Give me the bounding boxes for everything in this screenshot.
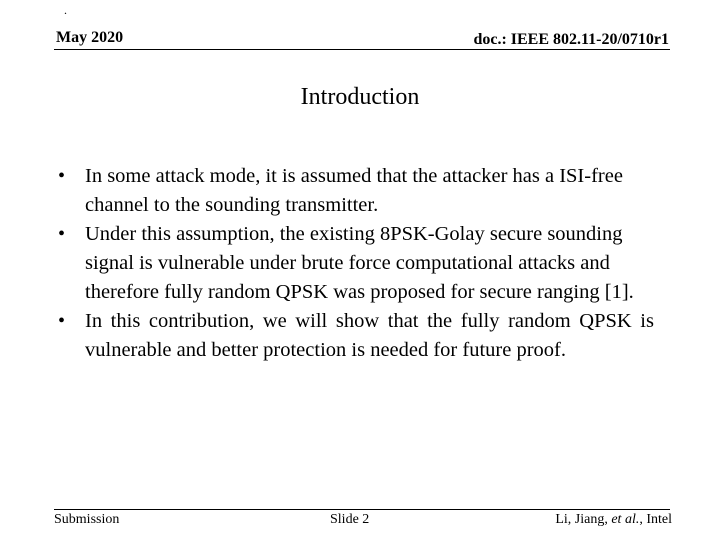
bullet-text: Under this assumption, the existing 8PSK-Golay secure sounding signal is vulnerable under brute force computational attacks and therefore fully random QPSK was proposed for secure ranging [1]. xyxy=(85,223,634,303)
footer-divider xyxy=(54,509,670,510)
bullet-marker: • xyxy=(58,223,66,245)
footer-authors-prefix: Li, Jiang, xyxy=(555,512,612,527)
bullet-marker: • xyxy=(58,165,66,187)
footer-authors-etal: et al. xyxy=(611,512,640,527)
bullet-marker: • xyxy=(58,310,66,332)
bullet-item-contribution xyxy=(58,307,654,365)
header-date: May 2020 xyxy=(56,29,124,46)
footer-authors-suffix: , Intel xyxy=(639,512,672,527)
slide-title: Introduction xyxy=(300,84,420,110)
bullet-text: In some attack mode, it is assumed that the attacker has a ISI-free channel to the sounding transmitter. xyxy=(85,165,623,216)
header-mark: . xyxy=(64,3,67,17)
footer-slide-number: Slide 2 xyxy=(330,512,370,527)
footer-submission: Submission xyxy=(54,512,120,527)
bullet-text: In this contribution, we will show that the fully random QPSK is vulnerable and better protection is needed for future proof. xyxy=(85,310,654,361)
footer-authors xyxy=(555,512,672,528)
header-divider xyxy=(54,49,670,50)
bullet-item-assumption xyxy=(58,220,654,307)
bullet-list xyxy=(58,162,654,365)
header-document-id: doc.: IEEE 802.11-20/0710r1 xyxy=(473,31,669,48)
bullet-item-attack-mode xyxy=(58,162,654,220)
